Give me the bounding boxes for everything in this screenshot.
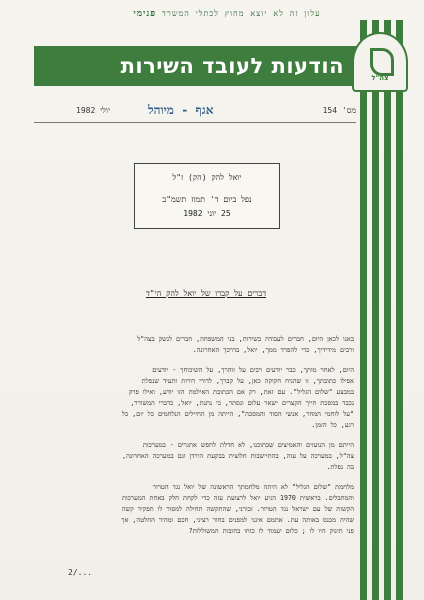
memorial-box [134, 163, 280, 229]
text-line: הייתם מן הנועזים והאמיצים שבתוכנו, לא חדלת לחפש אתגרים - במערכות [142, 441, 354, 449]
text-line: במבצע "שלום הגליל". עם זאת, רק אם הכתובת האילמת הזו יודע, ואילו פרק [128, 388, 354, 396]
memorial-fell-date: נפל ביום ד' תמוז תשמ"ב [162, 195, 252, 204]
department-name: אגף - מיוהל [148, 103, 214, 117]
text-line: צה"ל, במערכה על עזה, בהתיישבות חלוצית בבקעת הירדן וגם במערכה האחרונה, [122, 452, 354, 460]
paragraph [40, 440, 354, 473]
text-line: מלחמת "שלום הגליל" לא היתה מלחמתך הראשונה של יואל נגד הטרור [152, 483, 354, 491]
emblem-logo [352, 32, 408, 92]
text-line: היום, לאחר מותך, כבר יודעים רבים על זוהרך, על השיכוחך - יודעים [152, 366, 354, 374]
text-line: והמחבלים. בראשית 1970 הגיע יואל לרצועת עזה כדי לקחת חלק באחת המערכות [121, 494, 354, 502]
title-banner [34, 46, 362, 86]
memorial-gregorian-date: 25 יוני 1982 [183, 209, 231, 218]
issue-date: יולי 1982 [76, 106, 111, 115]
paragraph [40, 482, 354, 537]
text-line: ורבים מידידיך, כדי להפרד ממך, יואל, בדרכך האחרונה. [192, 346, 354, 354]
top-note-text: עלון זה לא יוצא מחוץ לכתלי המשרד [162, 9, 321, 18]
text-line: הקשות של עם ישראל נגד הטרור. זכורני, שהתקשה תחילה למסור לו תפקיד קשה [121, 505, 354, 513]
green-stripes [356, 20, 406, 600]
emblem-text: צה"ל [371, 74, 389, 82]
text-line: אפילו כתובתך, זו שהניח חקוקה כאן, על קברך, לדורי דורות ותעיד שנפלת [141, 377, 354, 385]
text-line: רגע, כל הזמן. [311, 421, 354, 429]
text-line: באנו לכאן היום, חברים לעבודה בשירות, בני המשפחה, חברים לנשק בצה"ל [137, 335, 354, 343]
text-line: פני תינוק היו לו ; כלום יעמוד לו כוחו בחובות המשוללות? [188, 527, 354, 535]
header-divider [34, 122, 356, 123]
issue-number: מס' 154 [322, 106, 356, 115]
issue-line [40, 104, 356, 120]
memorial-name: יואל להק (הק) ז"ל [172, 173, 242, 182]
emblem-mark-icon [370, 48, 394, 76]
eulogy-body [40, 334, 354, 546]
internal-label: פנימי [133, 9, 157, 19]
text-line: בה נפלת. [326, 463, 354, 471]
eulogy-heading: דברים על קברו של יואל להק הי"ד [145, 289, 267, 298]
paragraph [40, 334, 354, 356]
distribution-note [62, 8, 392, 19]
paragraph [40, 365, 354, 431]
text-line: "על לוחמי המחר, אנשי הסוד והמסכה", הייתה מן החיילים הנלחמים כל יום, כל [121, 410, 354, 418]
page-continuation-mark: 2/... [68, 568, 93, 577]
text-line: נכבד במסכת חייך הקצרים ישאר עלום ונסתר, כי נתנת, יואל, כדברי המשורר, [130, 399, 354, 407]
text-line: שהיה מכנס באותה עת. אתמם אינני למפנים בחור רציני, חכם ומהיר החלטה, אך [121, 516, 354, 524]
newsletter-title: הודעות לעובד השירות [120, 54, 344, 78]
